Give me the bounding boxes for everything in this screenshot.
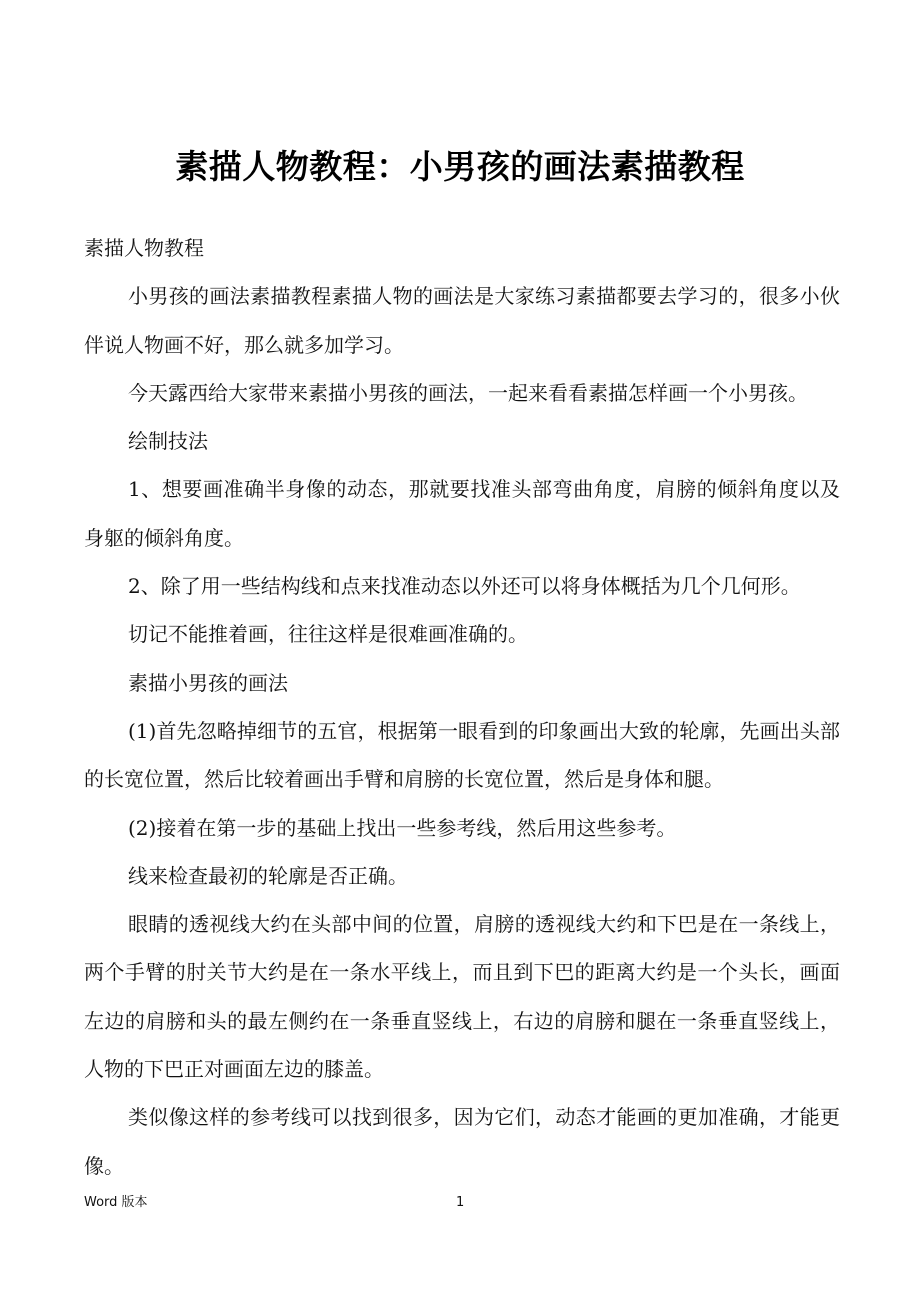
subheading-drawing-technique: 绘制技法 — [128, 429, 208, 454]
footer-version-label: Word 版本 — [84, 1195, 148, 1210]
paragraph-stage-1: (1)首先忽略掉细节的五官，根据第一眼看到的印象画出大致的轮廓，先画出头部的长宽位置，然后比较着画出手臂和肩膀的长宽位置，然后是身体和腿。 — [84, 718, 840, 792]
page-footer — [0, 1193, 920, 1213]
paragraph: 今天露西给大家带来素描小男孩的画法，一起来看看素描怎样画一个小男孩。 — [128, 380, 808, 405]
paragraph: 小男孩的画法素描教程素描人物的画法是大家练习素描都要去学习的，很多小伙伴说人物画不好，那么就多加学习。 — [84, 284, 840, 357]
paragraph-stage-2: (2)接着在第一步的基础上找出一些参考线，然后用这些参考。 — [128, 815, 677, 840]
paragraph-step-2: 2、除了用一些结构线和点来找准动态以外还可以将身体概括为几个几何形。 — [128, 574, 801, 599]
document-body — [84, 224, 840, 1190]
paragraph: 线来检查最初的轮廓是否正确。 — [128, 863, 408, 888]
subheading-boy-drawing-method: 素描小男孩的画法 — [128, 670, 288, 695]
paragraph-step-1: 1、想要画准确半身像的动态，那就要找准头部弯曲角度，肩膀的倾斜角度以及身躯的倾斜角度。 — [84, 477, 840, 550]
document-title: 素描人物教程：小男孩的画法素描教程 — [175, 147, 745, 186]
section-heading: 素描人物教程 — [84, 236, 204, 260]
paragraph: 类似像这样的参考线可以找到很多，因为它们，动态才能画的更加准确，才能更像。 — [84, 1105, 840, 1178]
paragraph: 眼睛的透视线大约在头部中间的位置，肩膀的透视线大约和下巴是在一条线上，两个手臂的肘关节大约是在一条水平线上，而且到下巴的距离大约是一个头长，画面左边的肩膀和头的最左侧约在一条垂直竖线上，右边的肩膀和腿在一条垂直竖线上，人物的下巴正对画面左边的膝盖。 — [84, 912, 840, 1082]
paragraph: 切记不能推着画，往往这样是很难画准确的。 — [128, 622, 528, 647]
page-number: 1 — [456, 1195, 465, 1210]
